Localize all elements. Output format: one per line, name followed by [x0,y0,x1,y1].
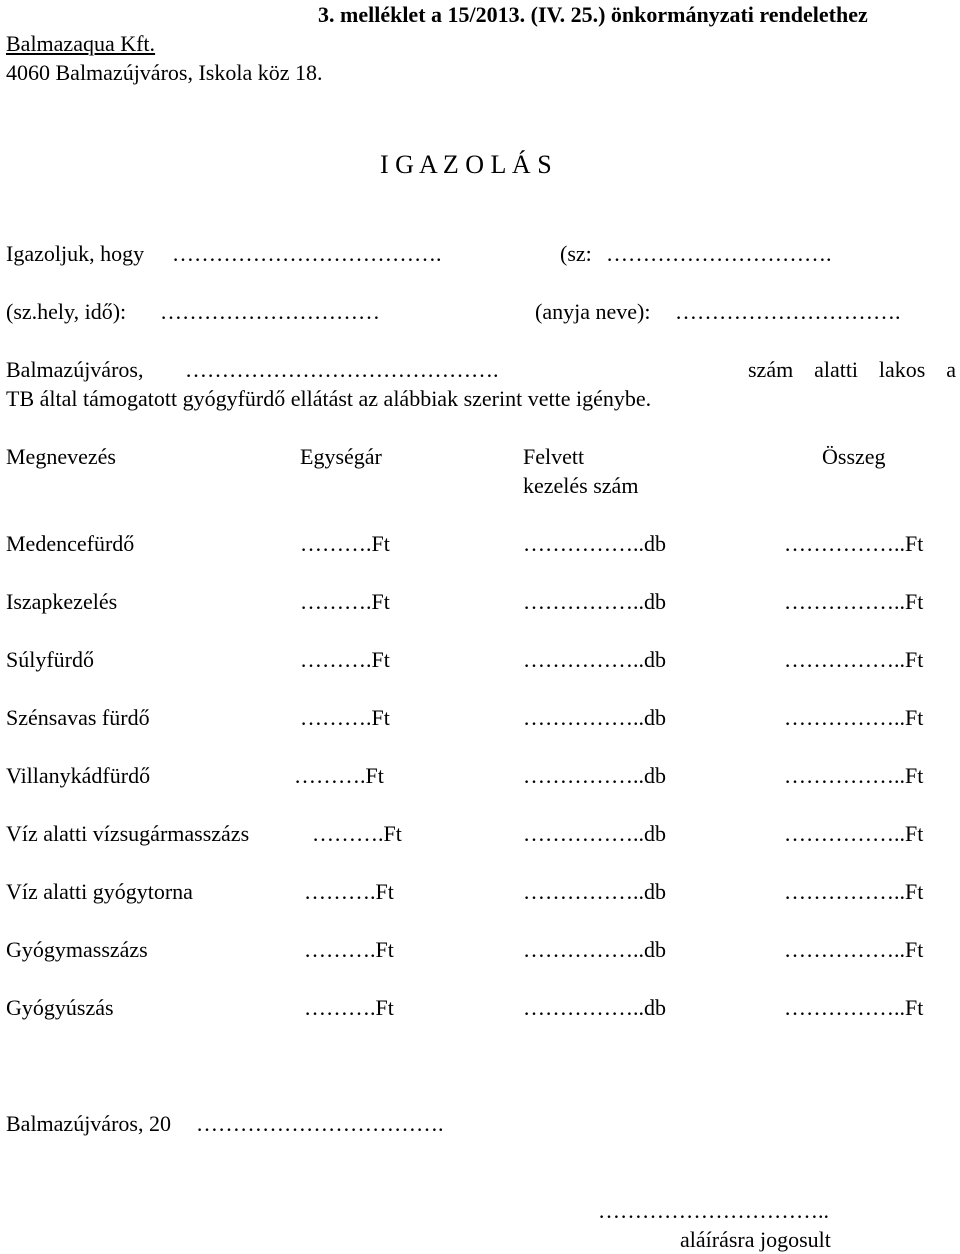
row-sum: ……………..Ft [784,763,924,788]
annex-reference: 3. melléklet a 15/2013. (IV. 25.) önkormányzati rendelethez [318,2,868,27]
row-name: Gyógyúszás [6,995,114,1020]
row-price: ……….Ft [300,647,390,672]
row-name: Gyógymasszázs [6,937,148,962]
row-count: ……………..db [523,705,666,730]
row-sum: ……………..Ft [784,705,924,730]
row-count: ……………..db [523,937,666,962]
header-unit-price: Egységár [300,444,382,469]
row-count: ……………..db [523,531,666,556]
row-name: Víz alatti gyógytorna [6,879,193,904]
row-count: ……………..db [523,821,666,846]
header-count-cont: kezelés szám [523,473,639,498]
intro-certify-label: Igazoljuk, hogy [6,241,145,266]
row-price: ……….Ft [304,995,394,1020]
name-blank: ………………………………. [172,241,442,266]
row-name: Szénsavas fürdő [6,705,150,730]
row-sum: ……………..Ft [784,821,924,846]
row-price: ……….Ft [294,763,384,788]
row-price: ……….Ft [312,821,402,846]
row-name: Súlyfürdő [6,647,94,672]
row-count: ……………..db [523,879,666,904]
document-title: I G A Z O L Á S [380,150,552,179]
intro-statement: TB által támogatott gyógyfürdő ellátást az alábbiak szerint vette igénybe. [6,386,652,411]
residence-word: lakos [878,357,926,382]
row-name: Villanykádfürdő [6,763,151,788]
header-count: Felvett [523,444,585,469]
row-price: ……….Ft [304,937,394,962]
row-sum: ……………..Ft [784,589,924,614]
row-sum: ……………..Ft [784,531,924,556]
row-price: ……….Ft [304,879,394,904]
header-name: Megnevezés [6,444,116,469]
residence-text [748,359,956,381]
town-label: Balmazújváros, [6,357,144,382]
header-sum: Összeg [822,444,886,469]
row-count: ……………..db [523,589,666,614]
birthname-blank: …………………………. [606,241,832,266]
company-name: Balmazaqua Kft. [6,31,156,56]
residence-word: a [946,357,956,382]
place-date-label: Balmazújváros, 20 [6,1111,171,1136]
row-price: ……….Ft [300,589,390,614]
row-count: ……………..db [523,995,666,1020]
place-date-blank: ……………………………. [196,1111,444,1136]
row-count: ……………..db [523,763,666,788]
row-sum: ……………..Ft [784,879,924,904]
row-price: ……….Ft [300,531,390,556]
row-name: Medencefürdő [6,531,135,556]
residence-word: alatti [814,357,859,382]
row-sum: ……………..Ft [784,937,924,962]
mother-name-blank: …………………………. [675,299,901,324]
birth-place-date-blank: ………………………… [160,299,380,324]
row-name: Iszapkezelés [6,589,118,614]
row-name: Víz alatti vízsugármasszázs [6,821,250,846]
signature-label: aláírásra jogosult [680,1227,831,1252]
row-sum: ……………..Ft [784,647,924,672]
residence-word: szám [748,357,794,382]
mother-name-label: (anyja neve): [535,299,651,324]
row-sum: ……………..Ft [784,995,924,1020]
birth-place-date-label: (sz.hely, idő): [6,299,127,324]
row-price: ……….Ft [300,705,390,730]
company-address: 4060 Balmazújváros, Iskola köz 18. [6,60,323,85]
row-count: ……………..db [523,647,666,672]
address-blank: ……………………………………. [185,357,499,382]
signature-line: ………………………….. [598,1198,829,1223]
birthname-label: (sz: [560,241,592,266]
